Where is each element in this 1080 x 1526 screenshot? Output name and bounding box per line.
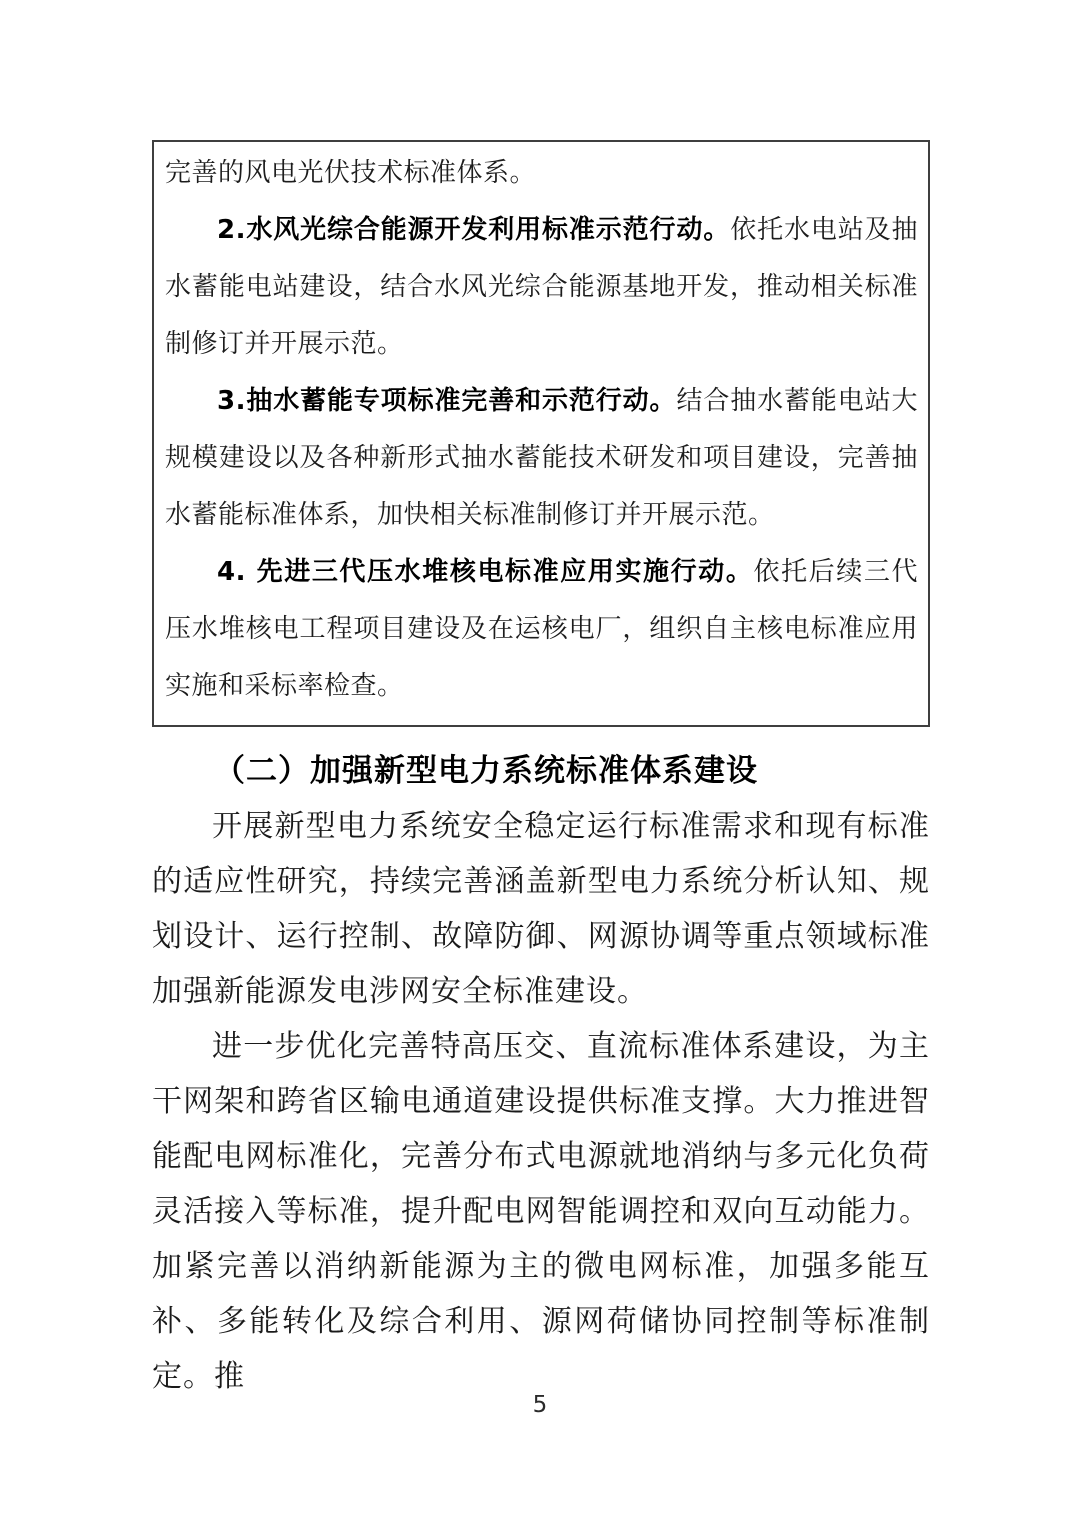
action-item-3 <box>165 373 918 544</box>
page-footer <box>0 1392 1080 1418</box>
page-content <box>152 140 930 1404</box>
box-continuation-text: 完善的风电光伏技术标准体系。 <box>165 158 537 188</box>
action-item-2-text: 依托水电站及抽水蓄能电站建设，结合水风光综合能源基地开发，推动相关标准制修订并开展示范。 <box>165 215 918 359</box>
action-item-4-text: 依托后续三代压水堆核电工程项目建设及在运核电厂，组织自主核电标准应用实施和采标率检查。 <box>165 557 918 701</box>
page-number: 5 <box>532 1392 548 1418</box>
body-paragraph-2: 进一步优化完善特高压交、直流标准体系建设，为主干网架和跨省区输电通道建设提供标准支撑。大力推进智能配电网标准化，完善分布式电源就地消纳与多元化负荷灵活接入等标准，提升配电网智能调控和双向互动能力。加紧完善以消纳新能源为主的微电网标准，加强多能互补、多能转化及综合利用、源网荷储协同控制等标准制定。推 <box>152 1029 930 1394</box>
action-item-3-label: 3.抽水蓄能专项标准完善和示范行动。 <box>217 386 677 416</box>
action-items-box <box>152 140 930 727</box>
body-paragraph-1: 开展新型电力系统安全稳定运行标准需求和现有标准的适应性研究，持续完善涵盖新型电力系统分析认知、规划设计、运行控制、故障防御、网源协调等重点领域标准加强新能源发电涉网安全标准建设。 <box>152 809 930 1009</box>
action-item-2 <box>165 202 918 373</box>
action-item-3-text: 结合抽水蓄能电站大规模建设以及各种新形式抽水蓄能技术研发和项目建设，完善抽水蓄能标准体系，加快相关标准制修订并开展示范。 <box>165 386 918 530</box>
action-item-2-label: 2.水风光综合能源开发利用标准示范行动。 <box>217 215 731 245</box>
section-heading: （二）加强新型电力系统标准体系建设 <box>214 753 758 789</box>
action-item-4 <box>165 544 918 715</box>
action-item-4-label: 4. 先进三代压水堆核电标准应用实施行动。 <box>217 557 754 587</box>
